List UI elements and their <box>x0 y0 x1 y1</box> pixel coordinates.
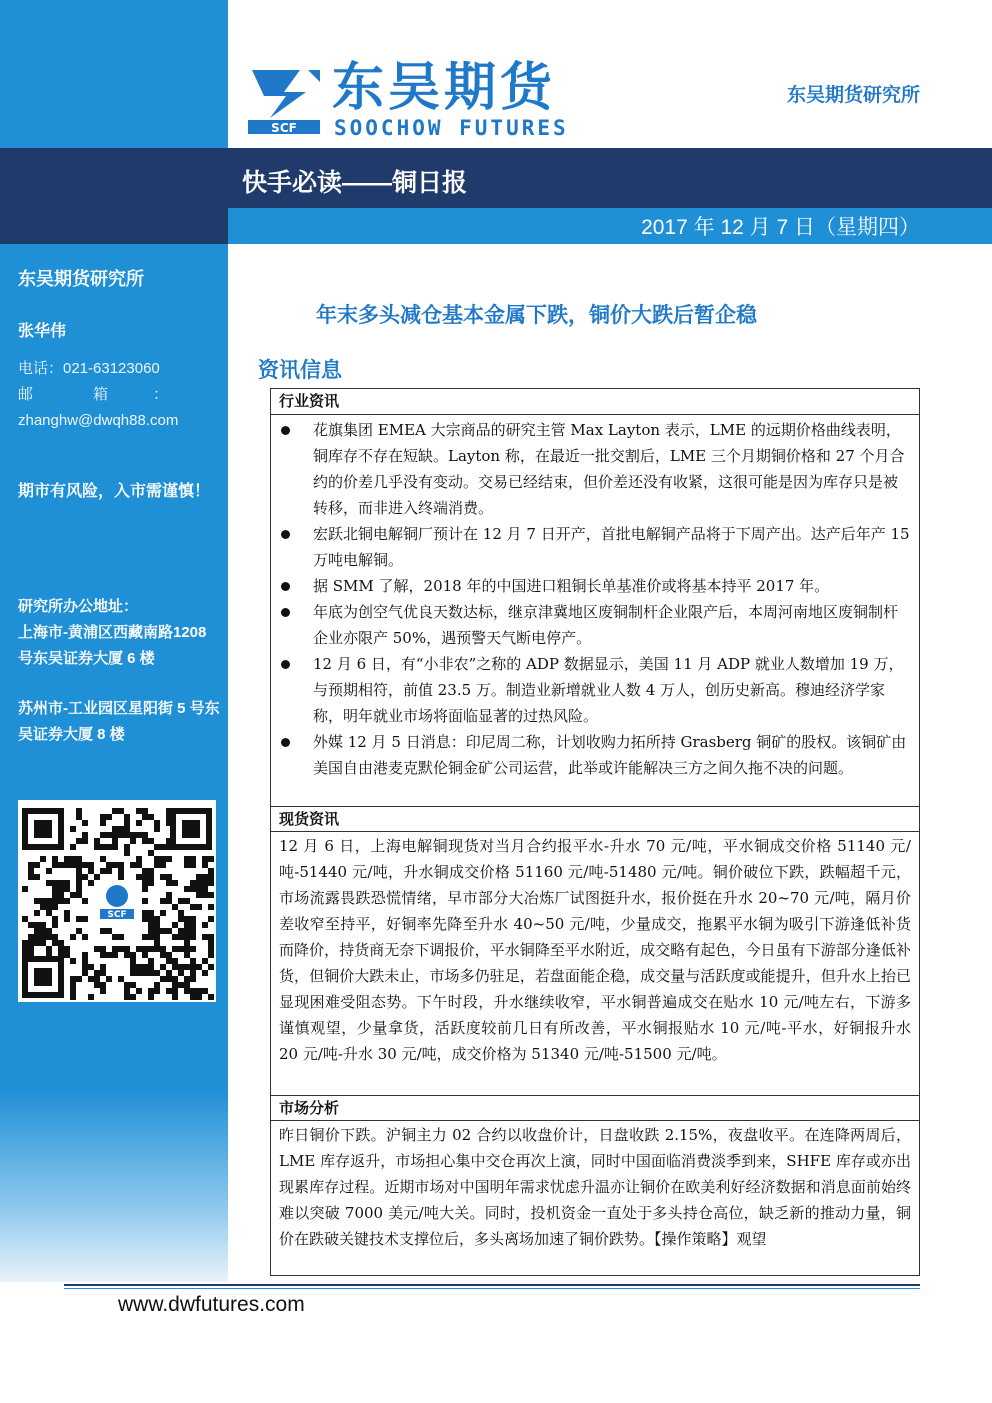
email[interactable]: zhanghw@dwqh88.com <box>18 412 179 429</box>
market-heading: 市场分析 <box>271 1095 919 1121</box>
bullet-icon <box>281 660 290 669</box>
sidebar-institute: 东吴期货研究所 <box>18 269 144 289</box>
list-item <box>271 599 919 651</box>
headline: 年末多头减仓基本金属下跌，铜价大跌后暂企稳 <box>316 304 757 327</box>
brand-name-en: SOOCHOW FUTURES <box>334 116 569 140</box>
spot-heading: 现货资讯 <box>271 806 919 832</box>
list-item <box>271 651 919 729</box>
list-item <box>271 521 919 573</box>
address-label: 研究所办公地址： <box>18 598 139 615</box>
sidebar-gradient <box>0 1090 228 1282</box>
list-item-text: 外媒 12 月 5 日消息：印尼周二称，计划收购力拓所持 Grasberg 铜矿的股权。该铜矿由美国自由港麦克默伦铜金矿公司运营，此举或许能解决三方之间久拖不决的问题。 <box>313 733 907 777</box>
list-item-text: 12 月 6 日，有“小非农”之称的 ADP 数据显示，美国 11 月 ADP 就业人数增加 19 万，与预期相符，前值 23.5 万。制造业新增就业人数 4 万人，创历史新高。穆迪经济学家称，明年就业市场将面临显著的过热风险。 <box>313 655 904 725</box>
bullet-icon <box>281 582 290 591</box>
brand-name-cn: 东吴期货 <box>332 58 557 118</box>
author-name: 张华伟 <box>18 323 67 340</box>
scf-logo-icon <box>246 62 324 138</box>
bullet-icon <box>281 608 290 617</box>
footer-rule <box>64 1284 920 1286</box>
qr-code-icon <box>18 800 216 1002</box>
sidebar-dark-band <box>0 148 228 244</box>
bullet-icon <box>281 738 290 747</box>
content-table <box>270 388 920 1276</box>
spot-text: 12 月 6 日，上海电解铜现货对当月合约报平水-升水 70 元/吨，平水铜成交价格 51140 元/吨-51440 元/吨，升水铜成交价格 51160 元/吨-51480 元/吨。铜价破位下跌，跌幅超千元，市场流露畏跌恐慌情绪，早市部分大冶炼厂试图挺升水，报价挺在升水 20~70 元/吨，隔月价差收窄至持平，好铜率先降至升水 40~50 元/吨，少量成交，拖累平水铜为吸引下游逢低补货而降价，持货商无奈下调报价，平水铜降至平水附近，成交略有起色，今日虽有下游部分逢低补货，但铜价大跌未止，市场多仍驻足，若盘面能企稳，成交量与活跃度或能提升，但升水上抬已显现困难受阻态势。下午时段，升水继续收窄，平水铜普遍成交在贴水 10 元/吨左右，下游多谨慎观望，少量拿货，活跃度较前几日有所改善，平水铜报贴水 10 元/吨-平水，好铜报升水 20 元/吨-升水 30 元/吨，成交价格为 51340 元/吨-51500 元/吨。 <box>279 837 911 1063</box>
list-item <box>271 729 919 781</box>
address-shanghai: 上海市-黄浦区西藏南路1208 号东吴证券大厦 6 楼 <box>18 624 207 667</box>
list-item-text: 花旗集团 EMEA 大宗商品的研究主管 Max Layton 表示，LME 的远期价格曲线表明，铜库存不存在短缺。Layton 称，在最近一批交割后，LME 三个月期铜价格和 27 个月合约的价差几乎没有变动。交易已经结束，但价差还没有收紧，这很可能是因为库存只是被转移，而非进入终端消费。 <box>313 421 905 517</box>
header-institute: 东吴期货研究所 <box>786 85 920 106</box>
report-title: 快手必读——铜日报 <box>242 169 468 197</box>
contact-block <box>18 356 178 434</box>
report-date: 2017 年 12 月 7 日（星期四） <box>641 216 920 239</box>
logo-text: SCF <box>271 121 297 135</box>
email-label: 邮 箱 ： <box>18 386 169 403</box>
list-item <box>271 417 919 521</box>
bullet-icon <box>281 530 290 539</box>
office-address <box>18 594 222 672</box>
list-item-text: 年底为创空气优良天数达标，继京津冀地区废铜制杆企业限产后，本周河南地区废铜制杆企业亦限产 50%，遇预警天气断电停产。 <box>313 603 899 647</box>
list-item-text: 宏跃北铜电解铜厂预计在 12 月 7 日开产，首批电解铜产品将于下周产出。达产后年产 15 万吨电解铜。 <box>313 525 910 569</box>
phone: 电话：021-63123060 <box>18 360 160 377</box>
address-suzhou: 苏州市-工业园区星阳街 5 号东吴证券大厦 8 楼 <box>18 700 220 743</box>
footer-rule-thin <box>64 1288 920 1289</box>
qr-logo-text: SCF <box>107 910 127 920</box>
list-item-text: 据 SMM 了解，2018 年的中国进口粗铜长单基准价或将基本持平 2017 年。 <box>313 577 830 595</box>
industry-heading: 行业资讯 <box>271 389 919 415</box>
industry-list <box>271 417 919 781</box>
market-text: 昨日铜价下跌。沪铜主力 02 合约以收盘价计，日盘收跌 2.15%，夜盘收平。在连降两周后，LME 库存返升，市场担心集中交仓再次上演，同时中国面临消费淡季到来，SHFE 库存或亦出现累库存过程。近期市场对中国明年需求忧虑升温亦让铜价在欧美利好经济数据和消息面前始终难以突破 7000 美元/吨大关。同时，投机资金一直处于多头持仓高位，缺乏新的推动力量，铜价在跌破关键技术支撑位后，多头离场加速了铜价跌势。【操作策略】观望 <box>279 1126 911 1248</box>
risk-warning: 期市有风险，入市需谨慎！ <box>18 483 211 500</box>
footer-url[interactable]: www.dwfutures.com <box>118 1293 305 1316</box>
bullet-icon <box>281 426 290 435</box>
list-item <box>271 573 919 599</box>
section-title: 资讯信息 <box>258 359 342 382</box>
